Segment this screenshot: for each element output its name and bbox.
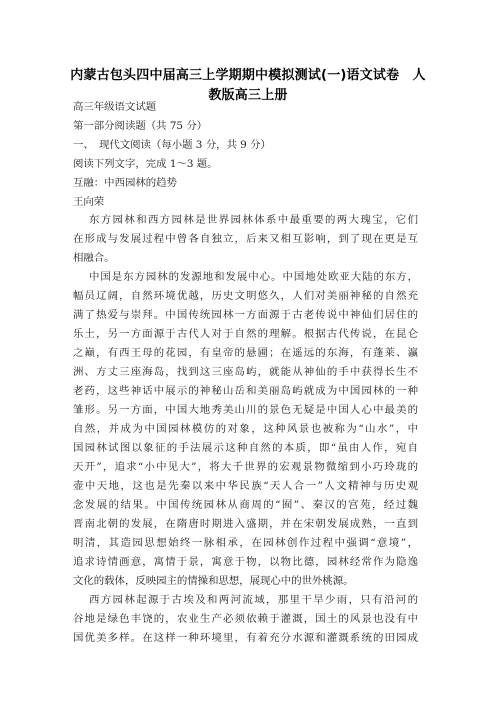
paragraph-line: 明清，其造园思想始终一脉相承，在园林创作过程中强调“意境”， bbox=[73, 537, 418, 549]
paragraph-line: 国园林试图以象征的手法展示这种自然的本质，即“虽由人作，宛自 bbox=[73, 442, 418, 454]
paragraph-line: 壶中天地，这也是先秦以来中华民族“天人合一”人文精神与历史观 bbox=[73, 480, 418, 492]
article-author: 王向荣 bbox=[73, 196, 105, 208]
document-title-line-2: 教版高三上册 bbox=[208, 88, 288, 103]
paragraph-line: 乐土，另一方面源于古代人对于自然的理解。根据古代传说，在昆仑 bbox=[73, 328, 418, 340]
paragraph-line: 谷地是绿色丰饶的，农业生产必须依赖于灌溉，国土的风景也没有中 bbox=[73, 613, 418, 625]
paragraph-line: 追求诗情画意，寓情于景，寓意于物，以物比德，园林经常作为隐逸 bbox=[73, 556, 418, 568]
paragraph-line: 满了热爱与崇拜。中国传统园林一方面源于古老传说中神仙们居住的 bbox=[73, 309, 418, 321]
paragraph-line: 文化的载体，反映园主的情操和思想，展现心中的世外桃源。 bbox=[73, 575, 354, 587]
paragraph-line: 晋南北朝的发展，在隋唐时期进入盛期，并在宋朝发展成熟，一直到 bbox=[73, 518, 418, 530]
paragraph-line: 洲、方丈三座海岛，找到这三座岛屿，就能从神仙的手中获得长生不 bbox=[73, 366, 418, 378]
question-group-heading: 一、 现代文阅读（每小题 3 分，共 9 分） bbox=[73, 139, 271, 151]
article-title: 互融：中西园林的趋势 bbox=[73, 177, 177, 189]
reading-instruction: 阅读下列文字，完成 1～3 题。 bbox=[73, 158, 218, 170]
paragraph-line: 老药，这些神话中展示的神秘山岳和美丽岛屿就成为中国园林的一种 bbox=[73, 385, 418, 397]
document-title-line-1: 内蒙古包头四中届高三上学期期中模拟测试(一)语文试卷 人 bbox=[70, 68, 426, 83]
paragraph-line: 天开”，追求“小中见大”，将大千世界的宏观景物微缩到小巧玲珑的 bbox=[73, 461, 418, 473]
paragraph-line: 东方园林和西方园林是世界园林体系中最重要的两大瑰宝，它们 bbox=[89, 214, 418, 226]
paragraph-line: 在形成与发展过程中曾各自独立，后来又相互影响，到了现在更是互 bbox=[73, 233, 418, 245]
paragraph-line: 中国是东方园林的发源地和发展中心。中国地处欧亚大陆的东方， bbox=[89, 271, 418, 283]
paragraph-line: 国优美多样。在这样一种环境里，有着充分水源和灌溉系统的田园成 bbox=[73, 632, 418, 644]
paragraph-line: 念发展的结果。中国传统园林从商周的“囿”、秦汉的宫苑，经过魏 bbox=[73, 499, 418, 511]
paragraph-line: 幅员辽阔，自然环境优越，历史文明悠久，人们对美丽神秘的自然充 bbox=[73, 290, 418, 302]
paragraph-line: 相融合。 bbox=[73, 252, 115, 264]
exam-grade-heading: 高三年级语文试题 bbox=[73, 101, 157, 113]
section-heading: 第一部分阅读题（共 75 分） bbox=[73, 120, 208, 132]
paragraph-line: 自然，并成为中国园林模仿的对象，这种风景也被称为“山水”，中 bbox=[73, 423, 418, 435]
paragraph-line: 西方园林起源于古埃及和两河流域，那里干旱少雨，只有沿河的 bbox=[89, 594, 418, 606]
paragraph-line: 之巅，有西王母的花园，有皇帝的悬圃；在遥远的东海，有蓬莱、瀛 bbox=[73, 347, 418, 359]
paragraph-line: 雏形。另一方面，中国大地秀美山川的景色无疑是中国人心中最美的 bbox=[73, 404, 418, 416]
